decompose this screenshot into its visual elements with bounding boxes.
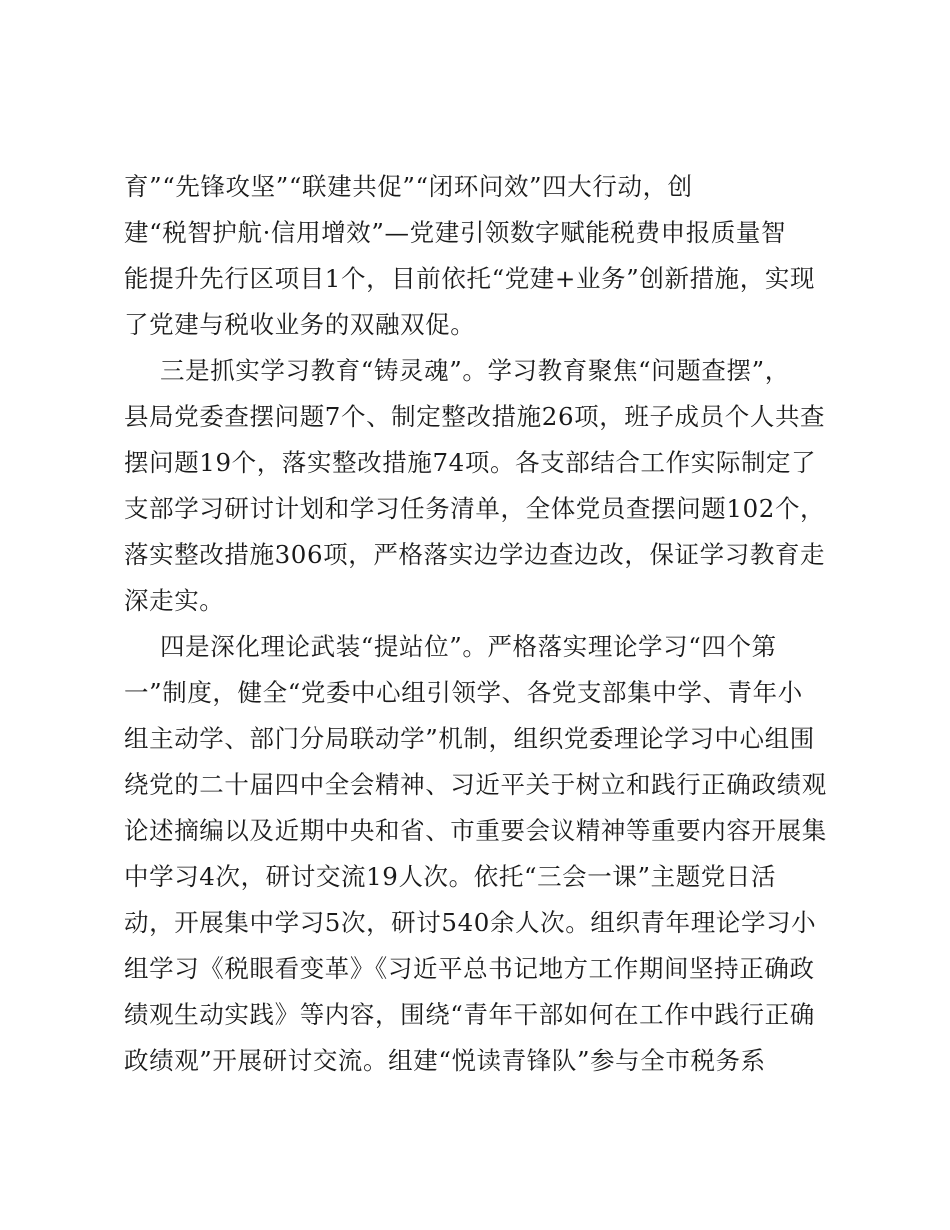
paragraph-continued (124, 164, 834, 348)
text-line: 中学习4次，研讨交流19人次。依托“三会一课”主题党日活 (124, 862, 777, 891)
paragraph-three (124, 348, 834, 624)
text-line: 县局党委查摆问题7个、制定整改措施26项，班子成员个人共查 (124, 402, 826, 431)
text-line: 绩观生动实践》等内容，围绕“青年干部如何在工作中践行正确 (124, 1000, 815, 1029)
document-body (124, 164, 834, 1084)
text-line: 组学习《税眼看变革》《习近平总书记地方工作期间坚持正确政 (124, 954, 815, 983)
text-line: 建“税智护航·信用增效”—党建引领数字赋能税费申报质量智 (124, 218, 787, 247)
text-line: 了党建与税收业务的双融双促。 (124, 310, 476, 339)
text-line: 落实整改措施306项，严格落实边学边查边改，保证学习教育走 (124, 540, 826, 569)
text-line: 三是抓实学习教育“铸灵魂”。学习教育聚焦“问题查摆”， (160, 356, 790, 385)
text-line: 深走实。 (124, 586, 225, 615)
text-line: 组主动学、部门分局联动学”机制，组织党委理论学习中心组围 (124, 724, 815, 753)
text-line: 育”“先锋攻坚”“联建共促”“闭环问效”四大行动，创 (124, 172, 693, 201)
text-line: 绕党的二十届四中全会精神、习近平关于树立和践行正确政绩观 (124, 770, 827, 799)
text-line: 一”制度，健全“党委中心组引领学、各党支部集中学、青年小 (124, 678, 803, 707)
text-line: 动，开展集中学习5次，研讨540余人次。组织青年理论学习小 (124, 908, 817, 937)
text-line: 政绩观”开展研讨交流。组建“悦读青锋队”参与全市税务系 (124, 1046, 766, 1075)
text-line: 支部学习研讨计划和学习任务清单，全体党员查摆问题102个， (124, 494, 826, 523)
text-line: 摆问题19个，落实整改措施74项。各支部结合工作实际制定了 (124, 448, 817, 477)
text-line: 四是深化理论武装“提站位”。严格落实理论学习“四个第 (160, 632, 777, 661)
text-line: 论述摘编以及近期中央和省、市重要会议精神等重要内容开展集 (124, 816, 827, 845)
text-line: 能提升先行区项目1个，目前依托“党建+业务”创新措施，实现 (124, 264, 816, 293)
paragraph-four (124, 624, 834, 1084)
